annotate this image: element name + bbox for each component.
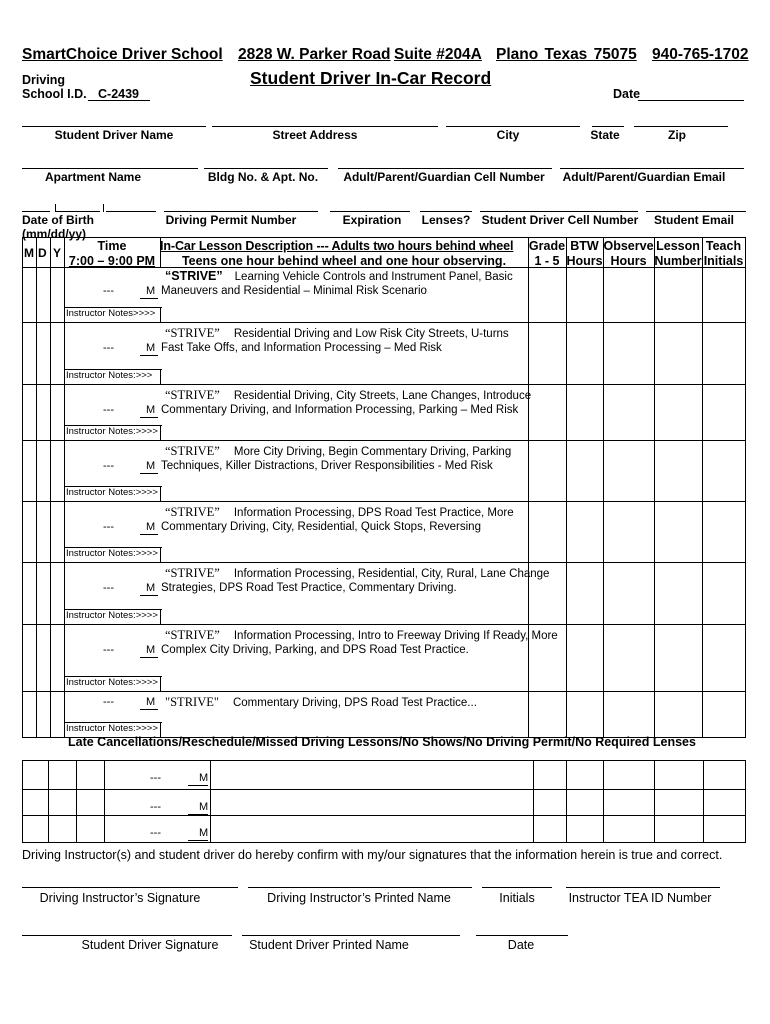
time-range: 7:00 – 9:00 PM [68,254,156,268]
strive-label: “STRIVE” [165,566,220,580]
guardian-cell-label: Adult/Parent/Guardian Cell Number [343,170,545,184]
instructor-notes-label: Instructor Notes:>>>> [66,610,158,621]
teach-initials-header: Initials [703,254,744,268]
lesson-description-line2: Techniques, Killer Distractions, Driver Responsibilities - Med Risk [161,460,493,472]
late-time-input[interactable] [188,840,208,841]
late-time-input[interactable] [188,814,208,815]
time-input[interactable] [140,595,158,596]
student-printed-name-field[interactable] [242,935,460,936]
late-time-input[interactable] [188,785,208,786]
time-input[interactable] [140,355,158,356]
instructor-notes-label: Instructor Notes>>>> [66,308,156,319]
instructor-signature-field[interactable] [22,887,238,888]
lesson-description-line2: Commentary Driving, City, Residential, Quick Stops, Reversing [161,521,481,533]
confirmation-text: Driving Instructor(s) and student driver do hereby confirm with my/our signatures that the information herein is true and correct. [22,848,723,862]
instructor-printed-name-field[interactable] [248,887,472,888]
instructor-notes-label: Instructor Notes:>>>> [66,426,158,437]
student-cell-label: Student Driver Cell Number [481,213,639,227]
time-suffix: M [146,285,156,297]
school-id-value: C-2439 [98,87,139,101]
time-placeholder: --- [103,404,114,416]
lesson-description-line1: Residential Driving and Low Risk City Streets, U-turns [233,328,509,340]
school-city: Plano Texas 75075 [496,46,637,63]
student-date-field[interactable] [476,935,568,936]
instructor-notes-label: Instructor Notes:>>>> [66,677,158,688]
school-name: SmartChoice Driver School [22,46,223,63]
desc-header: In-Car Lesson Description --- Adults two hours behind wheel [160,239,514,253]
strive-label: “STRIVE” [165,505,220,519]
lesson-description-line2: Fast Take Offs, and Information Processing – Med Risk [161,342,442,354]
late-time-placeholder: --- [150,772,161,784]
student-name-label: Student Driver Name [54,128,174,142]
apartment-name-field[interactable] [22,168,198,169]
lesson-description-line2: Complex City Driving, Parking, and DPS Road Test Practice. [161,644,469,656]
lesson-description-line2: Commentary Driving, and Information Processing, Parking – Med Risk [161,404,519,416]
time-suffix: M [146,644,156,656]
grade-scale: 1 - 5 [534,254,560,268]
late-time-suffix: M [199,772,209,784]
lesson-number-header: Number [654,254,702,268]
zip-field[interactable] [634,126,728,127]
lenses-label: Lenses? [421,213,471,227]
street-address-label: Street Address [272,128,358,142]
lesson-description-line2: Maneuvers and Residential – Minimal Risk Scenario [161,285,427,297]
late-time-suffix: M [199,827,209,839]
time-input[interactable] [140,473,158,474]
expiration-field[interactable] [330,211,410,212]
time-suffix: M [146,696,156,708]
initials-label: Initials [499,891,535,905]
time-input[interactable] [140,298,158,299]
instructor-printed-name-label: Driving Instructor’s Printed Name [267,891,451,905]
lesson-description-line1: Information Processing, DPS Road Test Practice, More [233,507,514,519]
late-time-placeholder: --- [150,801,161,813]
lesson-description-line1: Information Processing, Residential, City, Rural, Lane Change [233,568,550,580]
student-date-label: Date [507,938,535,952]
date-field[interactable] [638,100,744,101]
observe-header: Observe [603,239,654,253]
student-cell-field[interactable] [480,211,638,212]
city-label: City [496,128,520,142]
permit-number-label: Driving Permit Number [165,213,297,227]
time-suffix: M [146,582,156,594]
zip-label: Zip [668,128,686,142]
time-placeholder: --- [103,460,114,472]
strive-label: “STRIVE” [165,269,223,283]
instructor-notes-label: Instructor Notes:>>>> [66,487,158,498]
time-placeholder: --- [103,285,114,297]
school-suite: Suite #204A [394,46,482,63]
student-signature-field[interactable] [22,935,232,936]
strive-label: “STRIVE” [165,628,220,642]
year-header: Y [53,246,62,260]
bldg-apt-label: Bldg No. & Apt. No. [207,170,319,184]
guardian-email-field[interactable] [560,168,744,169]
lesson-header: Lesson [656,239,700,253]
time-suffix: M [146,521,156,533]
day-header: D [38,246,47,260]
desc-subheader: Teens one hour behind wheel and one hour observing. [181,254,507,268]
observe-hours-header: Hours [610,254,647,268]
strive-label: “STRIVE” [165,326,220,340]
city-field[interactable] [446,126,580,127]
time-input[interactable] [140,709,158,710]
instructor-notes-label: Instructor Notes:>>>> [66,723,158,734]
time-placeholder: --- [103,521,114,533]
expiration-label: Expiration [342,213,402,227]
school-address: 2828 W. Parker Road [238,46,391,63]
btw-hours-header: Hours [566,254,603,268]
strive-label: “STRIVE” [165,444,220,458]
street-address-field[interactable] [212,126,438,127]
late-time-suffix: M [199,801,209,813]
time-placeholder: --- [103,696,114,708]
time-suffix: M [146,460,156,472]
state-field[interactable] [592,126,624,127]
dob-label: Date of Birth (mm/dd/yy) [22,213,94,241]
time-suffix: M [146,404,156,416]
lesson-description-line2: Strategies, DPS Road Test Practice, Commentary Driving. [161,582,457,594]
time-input[interactable] [140,417,158,418]
school-phone: 940-765-1702 [652,46,749,63]
school-id-label: School I.D. [22,87,87,101]
instructor-signature-label: Driving Instructor’s Signature [39,891,201,905]
initials-field[interactable] [482,887,552,888]
time-suffix: M [146,342,156,354]
tea-id-label: Instructor TEA ID Number [568,891,712,905]
lesson-description-line1: Learning Vehicle Controls and Instrument Panel, Basic [234,271,513,283]
student-email-label: Student Email [653,213,734,227]
time-header: Time [97,239,127,253]
time-placeholder: --- [103,342,114,354]
time-input[interactable] [140,657,158,658]
time-input[interactable] [140,534,158,535]
strive-label: “STRIVE” [165,388,220,402]
grade-header: Grade [528,239,566,253]
time-placeholder: --- [103,644,114,656]
date-label: Date [613,87,641,101]
lesson-description-line1: Residential Driving, City Streets, Lane Changes, Introduce [233,390,532,402]
student-signature-label: Student Driver Signature [81,938,219,952]
page-title: Student Driver In-Car Record [250,68,492,88]
student-email-field[interactable] [646,211,746,212]
guardian-email-label: Adult/Parent/Guardian Email [562,170,726,184]
guardian-cell-field[interactable] [338,168,552,169]
month-header: M [24,246,34,260]
late-title: Late Cancellations/Reschedule/Missed Driving Lessons/No Shows/No Driving Permit/No Required Lenses [68,735,696,749]
student-printed-name-label: Student Driver Printed Name [249,938,409,952]
apartment-name-label: Apartment Name [44,170,142,184]
late-time-placeholder: --- [150,827,161,839]
lesson-description-line1: Commentary Driving, DPS Road Test Practice... [232,697,477,709]
lenses-field[interactable] [420,211,472,212]
strive-label: "STRIVE" [165,695,219,709]
lesson-description-line1: Information Processing, Intro to Freeway Driving If Ready, More [233,630,558,642]
tea-id-field[interactable] [566,887,720,888]
btw-header: BTW [570,239,599,253]
state-label: State [590,128,620,142]
instructor-notes-label: Instructor Notes:>>> [66,370,153,381]
time-placeholder: --- [103,582,114,594]
teach-header: Teach [705,239,742,253]
bldg-apt-field[interactable] [204,168,328,169]
student-name-field[interactable] [22,126,206,127]
lesson-description-line1: More City Driving, Begin Commentary Driving, Parking [233,446,512,458]
instructor-notes-label: Instructor Notes:>>>> [66,548,158,559]
permit-number-field[interactable] [164,211,318,212]
driving-label: Driving [22,73,66,87]
